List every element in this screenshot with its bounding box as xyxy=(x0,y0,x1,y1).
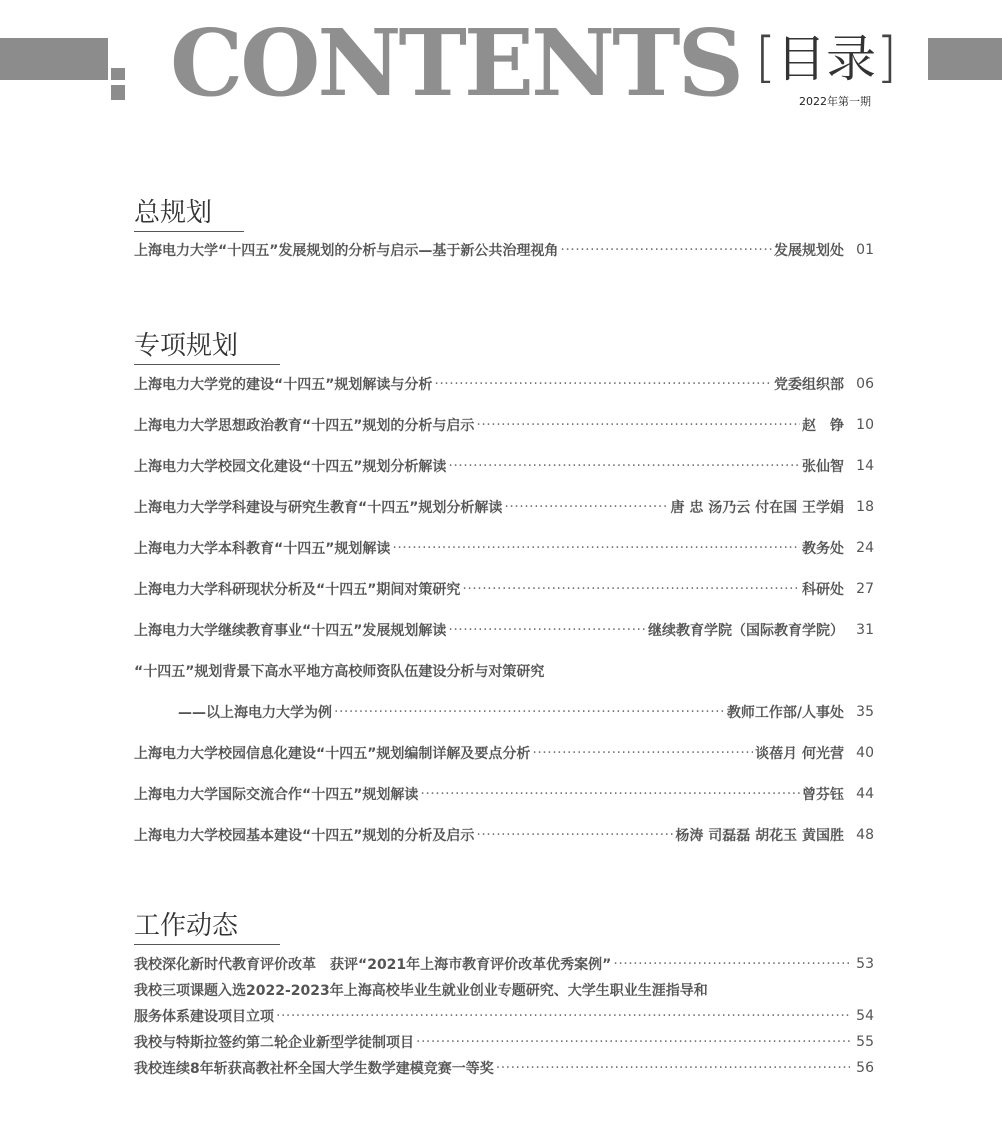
leader-dots xyxy=(560,242,772,258)
header-square-decoration xyxy=(111,68,125,80)
toc-entry-continued[interactable] xyxy=(134,701,874,723)
entry-title: 上海电力大学继续教育事业“十四五”发展规划解读 xyxy=(134,623,447,639)
entry-author: 曾芬钰 xyxy=(802,787,844,803)
toc-entry[interactable] xyxy=(134,373,874,395)
entry-page: 10 xyxy=(856,417,874,433)
entry-page: 44 xyxy=(856,786,874,802)
bracket-right: ] xyxy=(876,26,898,89)
entry-page: 40 xyxy=(856,745,874,761)
entry-author: 继续教育学院（国际教育学院） xyxy=(648,623,844,639)
section-title: 专项规划 xyxy=(134,331,239,361)
leader-dots xyxy=(476,417,800,433)
entry-page: 24 xyxy=(856,540,874,556)
leader-dots xyxy=(448,622,646,638)
leader-dots xyxy=(420,786,800,802)
subtitle-cn-text: 目录 xyxy=(776,30,877,88)
toc-entry[interactable] xyxy=(134,1031,874,1053)
entry-page: 56 xyxy=(856,1060,874,1076)
toc-entry[interactable] xyxy=(134,455,874,477)
leader-dots xyxy=(504,499,668,515)
leader-dots xyxy=(276,1008,850,1024)
entry-page: 48 xyxy=(856,827,874,843)
entry-title: 我校与特斯拉签约第二轮企业新型学徒制项目 xyxy=(134,1035,414,1051)
entry-title: “十四五”规划背景下高水平地方高校师资队伍建设分析与对策研究 xyxy=(134,664,545,680)
entry-page: 55 xyxy=(856,1034,874,1050)
toc-entry[interactable] xyxy=(134,537,874,559)
entry-author: 教师工作部/人事处 xyxy=(726,705,844,721)
bracket-left: [ xyxy=(755,26,777,89)
entry-title: 上海电力大学校园基本建设“十四五”规划的分析及启示 xyxy=(134,828,475,844)
leader-dots xyxy=(392,540,800,556)
entry-title: 上海电力大学学科建设与研究生教育“十四五”规划分析解读 xyxy=(134,500,503,516)
header-bar-left xyxy=(0,38,108,80)
toc-entry[interactable] xyxy=(134,824,874,846)
toc-entry-continued[interactable] xyxy=(134,1005,874,1027)
toc-entry[interactable] xyxy=(134,1057,874,1079)
entry-title: ——以上海电力大学为例 xyxy=(178,705,332,721)
leader-dots xyxy=(496,1060,850,1076)
section-overall-plan xyxy=(134,195,874,259)
toc-entry[interactable] xyxy=(134,578,874,600)
section-underline xyxy=(134,231,244,232)
toc-entry[interactable] xyxy=(134,953,874,975)
entry-author: 谈蓓月 何光营 xyxy=(755,746,844,762)
leader-dots xyxy=(334,704,725,720)
toc-entry[interactable] xyxy=(134,496,874,518)
entry-author: 教务处 xyxy=(802,541,844,557)
section-work-news xyxy=(134,908,874,1077)
contents-subtitle-cn xyxy=(755,26,897,90)
leader-dots xyxy=(532,745,753,761)
header-square-decoration xyxy=(111,85,125,100)
entry-page: 06 xyxy=(856,376,874,392)
entry-author: 赵 铮 xyxy=(802,418,844,434)
entry-page: 54 xyxy=(856,1008,874,1024)
toc-entry[interactable] xyxy=(134,660,874,682)
entry-page: 31 xyxy=(856,622,874,638)
entry-author: 发展规划处 xyxy=(774,243,844,259)
entry-title: 我校深化新时代教育评价改革 获评“2021年上海市教育评价改革优秀案例” xyxy=(134,957,612,973)
issue-label: 2022年第一期 xyxy=(799,95,871,108)
toc-entry[interactable] xyxy=(134,783,874,805)
section-title: 工作动态 xyxy=(134,911,239,941)
entry-title: 服务体系建设项目立项 xyxy=(134,1009,274,1025)
entry-page: 01 xyxy=(856,242,874,258)
entry-title: 上海电力大学“十四五”发展规划的分析与启示—基于新公共治理视角 xyxy=(134,243,559,259)
entry-title: 上海电力大学思想政治教育“十四五”规划的分析与启示 xyxy=(134,418,475,434)
header-bar-right xyxy=(928,38,1002,80)
section-title: 总规划 xyxy=(134,198,213,228)
section-underline xyxy=(134,944,280,945)
contents-title: CONTENTS xyxy=(170,9,742,117)
leader-dots xyxy=(613,956,850,972)
toc-entry[interactable] xyxy=(134,742,874,764)
entry-title: 上海电力大学校园文化建设“十四五”规划分析解读 xyxy=(134,459,447,475)
entry-title: 我校三项课题入选2022-2023年上海高校毕业生就业创业专题研究、大学生职业生涯指导和 xyxy=(134,983,708,999)
toc-entry[interactable] xyxy=(134,239,874,261)
entry-page: 53 xyxy=(856,956,874,972)
entry-page: 27 xyxy=(856,581,874,597)
entry-title: 上海电力大学本科教育“十四五”规划解读 xyxy=(134,541,391,557)
leader-dots xyxy=(476,827,673,843)
entry-title: 上海电力大学科研现状分析及“十四五”期间对策研究 xyxy=(134,582,461,598)
entry-author: 唐 忠 汤乃云 付在国 王学娟 xyxy=(670,500,844,516)
entry-page: 18 xyxy=(856,499,874,515)
entry-author: 杨涛 司磊磊 胡花玉 黄国胜 xyxy=(675,828,844,844)
entry-page: 14 xyxy=(856,458,874,474)
entry-author: 党委组织部 xyxy=(774,377,844,393)
toc-entry[interactable] xyxy=(134,414,874,436)
entry-title: 上海电力大学校园信息化建设“十四五”规划编制详解及要点分析 xyxy=(134,746,531,762)
leader-dots xyxy=(462,581,800,597)
section-underline xyxy=(134,364,280,365)
entry-author: 张仙智 xyxy=(802,459,844,475)
entry-title: 上海电力大学国际交流合作“十四五”规划解读 xyxy=(134,787,419,803)
toc-entry[interactable] xyxy=(134,619,874,641)
entry-author: 科研处 xyxy=(802,582,844,598)
section-special-plans xyxy=(134,328,874,844)
leader-dots xyxy=(448,458,800,474)
entry-page: 35 xyxy=(856,704,874,720)
leader-dots xyxy=(434,376,772,392)
entry-title: 上海电力大学党的建设“十四五”规划解读与分析 xyxy=(134,377,433,393)
toc-entry[interactable] xyxy=(134,979,874,1001)
entry-title: 我校连续8年斩获高教社杯全国大学生数学建模竞赛一等奖 xyxy=(134,1061,494,1077)
leader-dots xyxy=(416,1034,850,1050)
